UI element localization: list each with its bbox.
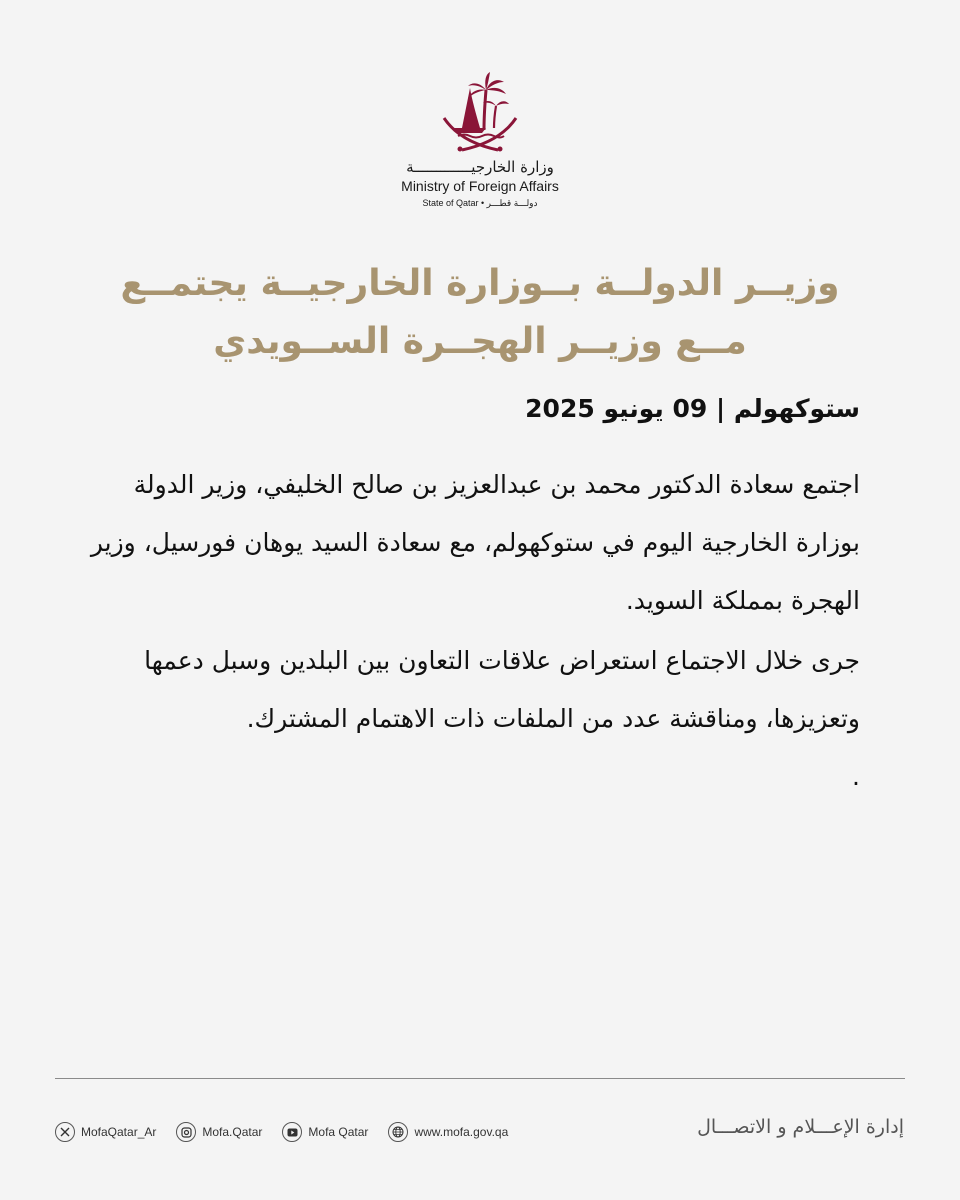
youtube-icon — [282, 1122, 302, 1142]
social-website[interactable] — [388, 1122, 508, 1142]
social-youtube[interactable] — [282, 1122, 368, 1142]
ministry-name-arabic: وزارة الخارجيـــــــــــــة — [406, 158, 554, 176]
article-trailing-dot: . — [852, 762, 860, 791]
article-headline: وزيــر الدولــة بــوزارة الخارجيــة يجتمــع مــع وزيــر الهجــرة الســويدي — [120, 263, 840, 362]
qatar-emblem-icon — [440, 70, 520, 152]
social-x[interactable] — [55, 1122, 156, 1142]
instagram-icon — [176, 1122, 196, 1142]
social-youtube-label: Mofa Qatar — [308, 1125, 369, 1139]
article-dateline: ستوكهولم | 09 يونيو 2025 — [525, 394, 860, 423]
social-x-label: MofaQatar_Ar — [81, 1125, 157, 1139]
globe-icon — [388, 1122, 408, 1142]
social-instagram[interactable] — [176, 1122, 262, 1142]
article-paragraph-1: اجتمع سعادة الدكتور محمد بن عبدالعزيز بن صالح الخليفي، وزير الدولة بوزارة الخارجية اليوم في ستوكهولم، مع سعادة السيد يوهان فورسيل، وزير الهجرة بمملكة السويد. — [90, 470, 860, 615]
footer-department: إدارة الإعـــلام و الاتصـــال — [697, 1116, 904, 1138]
ministry-name-english: Ministry of Foreign Affairs — [401, 178, 559, 194]
social-website-label: www.mofa.gov.qa — [414, 1125, 509, 1139]
social-links — [55, 1122, 528, 1142]
x-icon — [55, 1122, 75, 1142]
ministry-logo — [0, 70, 960, 209]
article-body — [90, 456, 860, 806]
state-of-qatar-line: State of Qatar • دولـــة قطـــر — [422, 198, 538, 208]
footer-divider — [55, 1078, 905, 1079]
social-instagram-label: Mofa.Qatar — [202, 1125, 263, 1139]
article-paragraph-2: جرى خلال الاجتماع استعراض علاقات التعاون بين البلدين وسبل دعمها وتعزيزها، ومناقشة عدد من الملفات ذات الاهتمام المشترك. — [144, 646, 860, 733]
